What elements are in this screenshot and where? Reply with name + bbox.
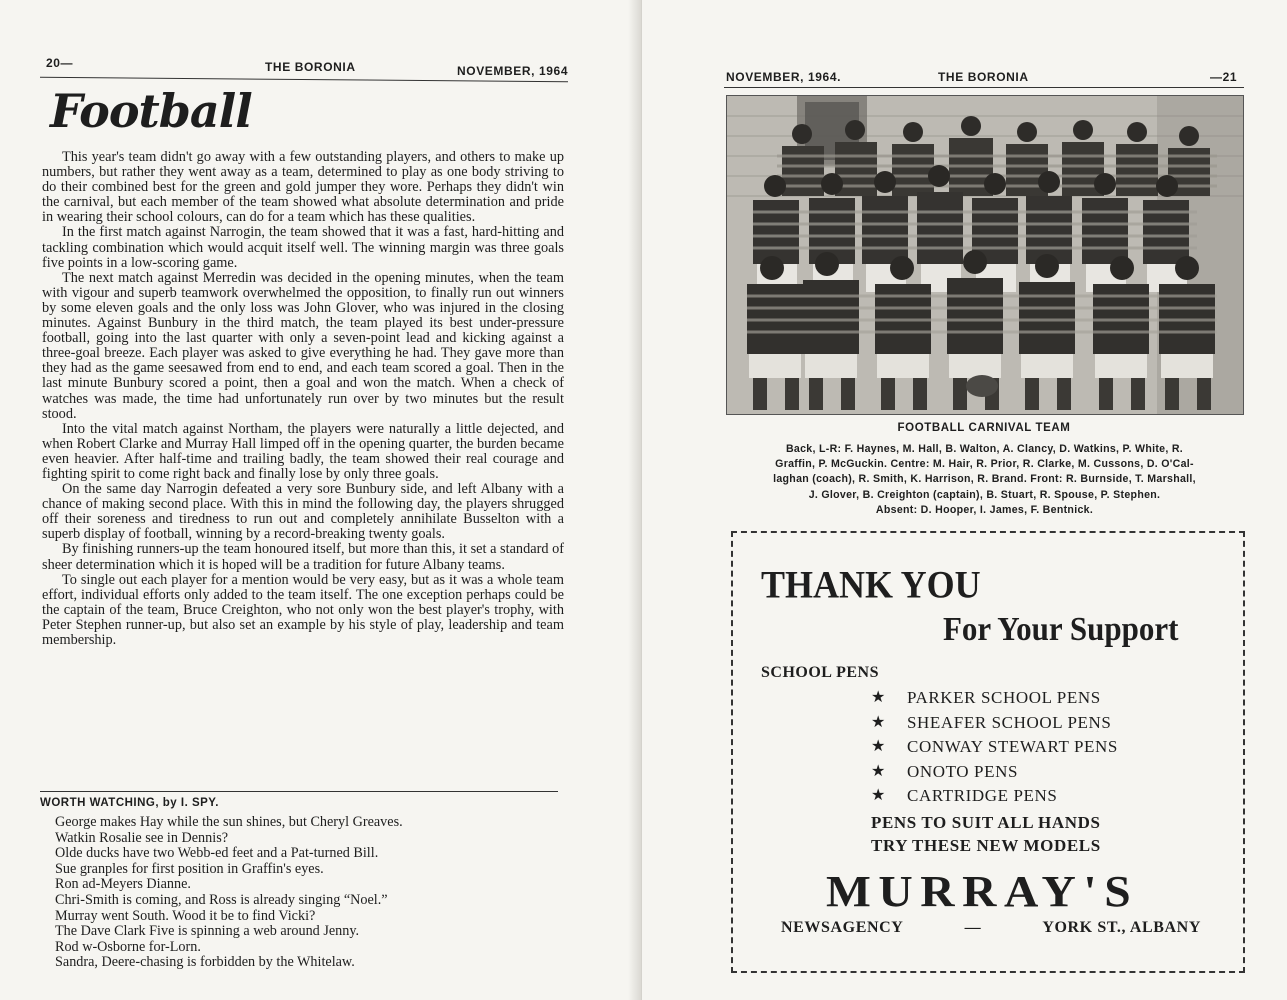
ad-pen-item (871, 784, 1118, 809)
caption-line: Back, L-R: F. Haynes, M. Hall, B. Walton, A. Clancy, D. Watkins, P. White, R. (785, 443, 1184, 455)
section-rule (40, 791, 558, 792)
star-icon: ★ (871, 689, 886, 706)
ad-pen-label: ONOTO PENS (907, 761, 1019, 781)
team-photo-image (727, 96, 1243, 414)
ad-pen-item (871, 686, 1118, 711)
star-icon: ★ (871, 762, 886, 780)
left-date: NOVEMBER, 1964 (457, 64, 569, 78)
article-paragraph: This year's team didn't go away with a few outstanding players, and others to make up numbers, but rather they went away as a team, determined to play as one body striving to do their combined best for the green and gold jumper they wore. Perhaps they didn't win the carnival, but each member of the team showed what absolute determination and pride in wearing their school colours, can do for a team which has these qualities. (42, 149, 564, 226)
article-body (42, 150, 564, 648)
photo-caption-title: FOOTBALL CARNIVAL TEAM (897, 422, 1071, 434)
article-paragraph: By finishing runners-up the team honoured itself, but more than this, it set a standard of sheer determination which it is hoped will be a tradition for future Albany teams. (42, 541, 564, 573)
right-page-number: —21 (1210, 70, 1238, 84)
worth-watching-line: Ron ad-Meyers Dianne. (55, 876, 191, 893)
ad-separator: — (964, 919, 982, 936)
ad-headline: THANK YOU (761, 562, 981, 607)
murrays-advertisement (731, 531, 1245, 973)
article-paragraph: In the first match against Narrogin, the team showed that it was a fast, hard-hitting and tackling combination which would acquit itself well. The winning margin was three goals five points in a low-scoring game. (42, 224, 564, 271)
ad-taglines (871, 811, 1101, 857)
star-icon: ★ (871, 738, 886, 755)
star-icon: ★ (871, 787, 886, 804)
worth-watching-line: Olde ducks have two Webb-ed feet and a Pat-turned Bill. (55, 845, 379, 862)
worth-watching-line: George makes Hay while the sun shines, but Cheryl Greaves. (55, 814, 403, 830)
ad-tagline: PENS TO SUIT ALL HANDS (871, 813, 1101, 832)
right-date: NOVEMBER, 1964. (726, 70, 842, 84)
caption-line: J. Glover, B. Creighton (captain), B. Stuart, R. Spouse, P. Stephen. (808, 488, 1161, 501)
star-icon: ★ (871, 713, 886, 731)
caption-line: Graffin, P. McGuckin. Centre: M. Hair, R. Prior, R. Clarke, M. Cussons, D. O'Cal- (775, 458, 1194, 471)
worth-watching-line: Chri-Smith is coming, and Ross is already singing “Noel.” (55, 891, 388, 908)
ad-pen-label: PARKER SCHOOL PENS (907, 688, 1101, 707)
article-paragraph: Into the vital match against Northam, the players were naturally a little dejected, and when Robert Clarke and Murray Hall limped off in the opening quarter, the burden became even heavier. After half-time and trailing badly, the team showed their real courage and fighting spirit to come right back and finally lose by only three goals. (42, 420, 564, 482)
ad-brand: MURRAY'S (826, 867, 1139, 916)
worth-watching-list (55, 815, 403, 971)
football-ball (966, 375, 998, 397)
article-paragraph: The next match against Merredin was decided in the opening minutes, when the team with vigour and superb teamwork overwhelmed the opposition, to finally run out winners by some eleven goals and the only loss was John Glover, who was injured in the closing minutes. Against Bunbury in the third match, the team played its best under-pressure football, going into the last quarter with only a seven-point lead and kicking against a three-goal breeze. Each player was asked to give everything he had. They gave more than they had as the game seesawed from end to end, and each team scored a goal. Then in the last minute Bunbury scored a point, then a goal and won the match. When a check of watches was made, the time had unfortunately run over by two minutes but the result stood. (42, 269, 564, 422)
article-title: Football (50, 84, 252, 138)
ad-section-label: SCHOOL PENS (761, 664, 879, 681)
ad-pen-item (871, 735, 1118, 760)
caption-line: Absent: D. Hooper, I. James, F. Bentnick. (875, 503, 1094, 516)
ad-subheadline: For Your Support (943, 609, 1179, 648)
left-page-number: 20— (46, 56, 74, 70)
photo-caption (727, 442, 1242, 518)
ad-pen-label: SHEAFER SCHOOL PENS (907, 712, 1112, 732)
worth-watching-line: Murray went South. Wood it be to find Vicki? (55, 907, 316, 924)
ad-pen-item (871, 760, 1118, 785)
worth-watching-line: Sue granples for first position in Graffin's eyes. (55, 860, 324, 877)
team-photo (726, 95, 1244, 415)
ad-footer (781, 919, 1201, 937)
left-magazine-name: THE BORONIA (265, 60, 356, 74)
ad-pen-label: CARTRIDGE PENS (907, 786, 1058, 805)
worth-watching-line: Sandra, Deere-chasing is forbidden by the Whitelaw. (55, 954, 355, 971)
caption-line: laghan (coach), R. Smith, K. Harrison, R. Brand. Front: R. Burnside, T. Marshall, (773, 473, 1196, 486)
worth-watching-line: The Dave Clark Five is spinning a web around Jenny. (55, 923, 360, 940)
left-page (0, 0, 640, 1000)
worth-watching-title: WORTH WATCHING, by I. SPY. (40, 797, 219, 809)
ad-pen-list (871, 686, 1118, 809)
ad-pen-label: CONWAY STEWART PENS (907, 737, 1118, 756)
right-magazine-name: THE BORONIA (938, 70, 1029, 84)
worth-watching-line: Watkin Rosalie see in Dennis? (55, 829, 229, 846)
article-paragraph: On the same day Narrogin defeated a very sore Bunbury side, and left Albany with a chance of making second place. With this in mind the following day, the players shrugged off their soreness and tiredness to run out and completely annihilate Busselton with a superb display of football, winning by a record-breaking twenty goals. (42, 481, 564, 543)
ad-tagline: TRY THESE NEW MODELS (871, 836, 1101, 855)
ad-address: YORK ST., ALBANY (1042, 919, 1201, 936)
worth-watching-line: Rod w-Osborne for-Lorn. (55, 938, 201, 955)
ad-shop-type: NEWSAGENCY (781, 919, 904, 936)
article-paragraph: To single out each player for a mention would be very easy, but as it was a whole team effort, individual efforts only added to the team itself. The one exception perhaps could be the captain of the team, Bruce Creighton, who not only won the best player's trophy, with Peter Stephen runner-up, but also set an example by his style of play, leadership and team membership. (42, 571, 564, 648)
ad-pen-item (871, 711, 1118, 736)
right-header-rule (724, 87, 1244, 88)
